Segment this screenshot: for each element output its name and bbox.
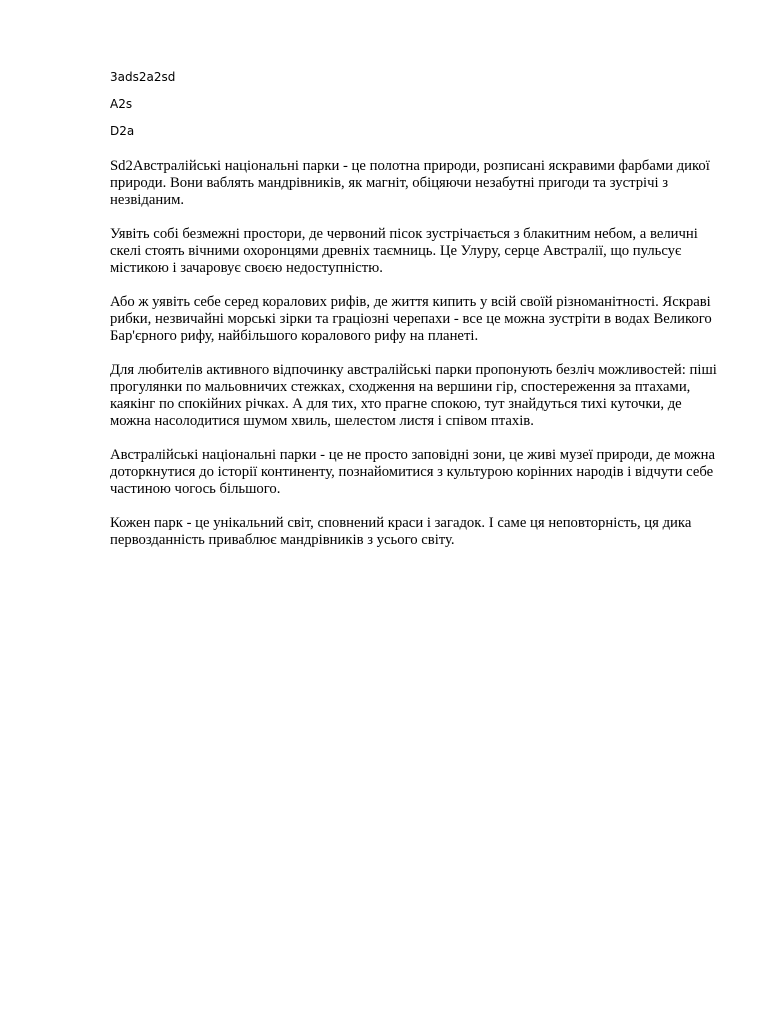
paragraph-3: Або ж уявіть себе серед коралових рифів, де життя кипить у всій своїй різноманітності. Яскраві рибки, незвичайні морські зірки та граціозні черепахи - все це можна зустріти в водах Великого Бар'єрного рифу, найбільшого коралового рифу на планеті.	[110, 294, 712, 344]
header-line-2: A2s	[110, 97, 133, 111]
paragraph-2: Уявіть собі безмежні простори, де червоний пісок зустрічається з блакитним небом, а величні скелі стоять вічними охоронцями древніх таємниць. Це Улуру, серце Австралії, що пульсує містикою і зачаровує своєю недоступністю.	[110, 226, 698, 276]
header-line-3: D2a	[110, 124, 135, 138]
paragraph-4: Для любителів активного відпочинку австралійські парки пропонують безліч можливостей: піші прогулянки по мальовничих стежках, сходження на вершини гір, спостереження за птахами, каякінг по спокійних річках. А для тих, хто прагне спокою, тут знайдуться тихі куточки, де можна насолодитися шумом хвиль, шелестом листя і співом птахів.	[110, 362, 717, 429]
paragraph-6: Кожен парк - це унікальний світ, сповнений краси і загадок. І саме ця неповторність, ця дика первозданність приваблює мандрівників з усього світу.	[110, 515, 692, 548]
header-line-1: 3ads2a2sd	[110, 70, 176, 84]
document-body	[110, 158, 720, 566]
paragraph-5: Австралійські національні парки - це не просто заповідні зони, це живі музеї природи, де можна доторкнутися до історії континенту, познайомитися з культурою корінних народів і відчути себе частиною чогось більшого.	[110, 447, 715, 497]
paragraph-1: Sd2Австралійські національні парки - це полотна природи, розписані яскравими фарбами дикої природи. Вони ваблять мандрівників, як магніт, обіцяючи незабутні пригоди та зустрічі з незвіданим.	[110, 158, 710, 208]
